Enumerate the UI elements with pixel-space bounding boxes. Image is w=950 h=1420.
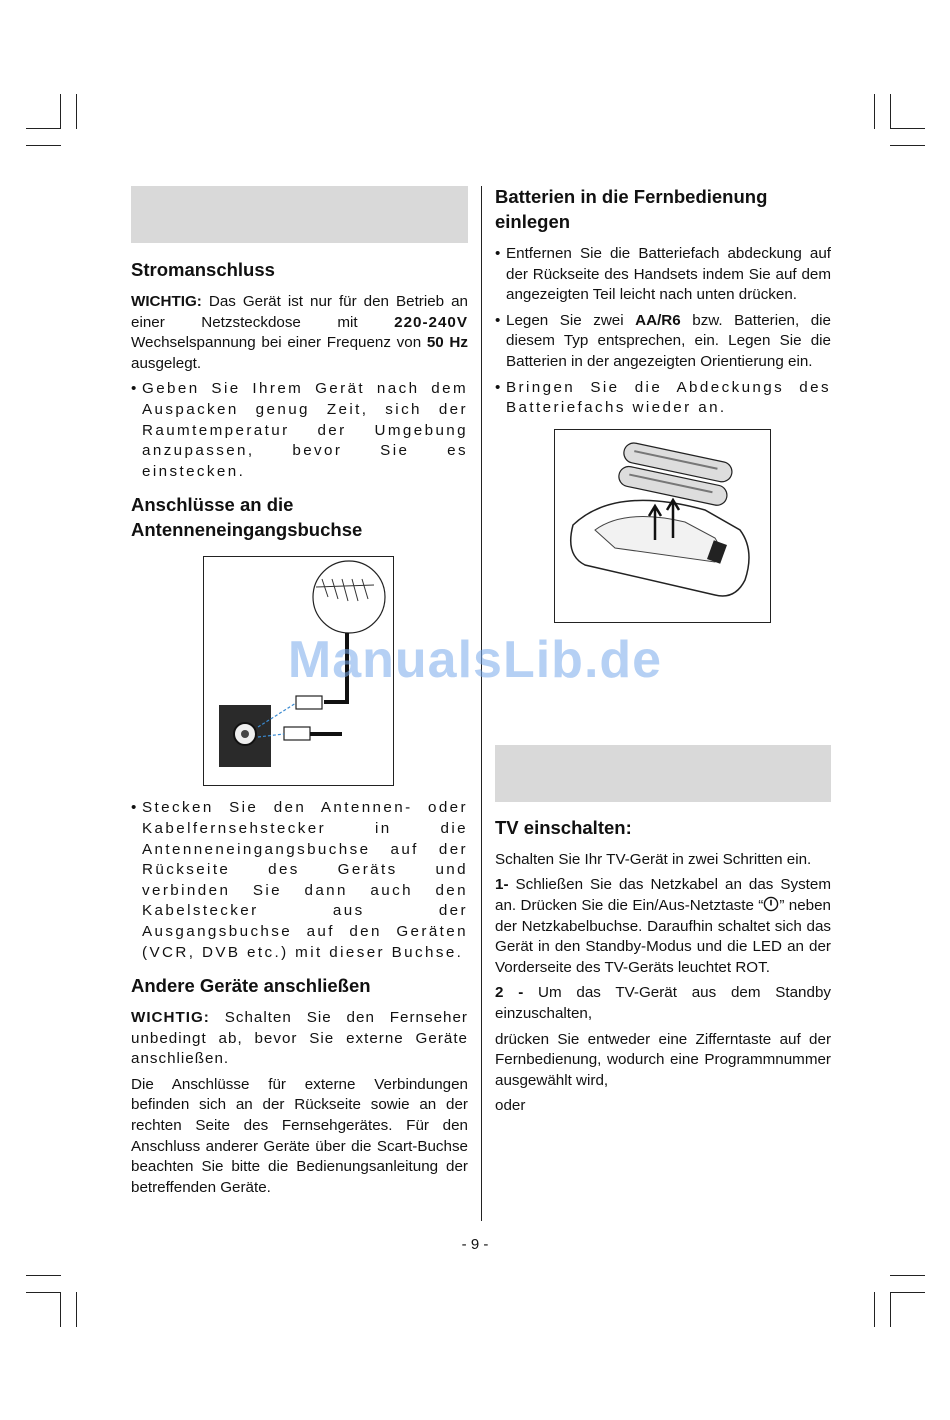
crop-mark [890,94,891,129]
step-1-paragraph [495,875,831,978]
voltage-value: 220-240V [394,313,468,331]
room-temperature-bullet [131,379,468,482]
crop-mark [890,1292,891,1327]
text-span: ” neben der Netzkabelbuchse. Daraufhin schaltet sich das Gerät in den Standby-Modus und die LED an der Vorderseite des TV-Geräts leuchtet ROT. [495,896,832,976]
switch-off-warning [131,1008,468,1070]
power-warning-paragraph [131,292,468,374]
heading-stromanschluss: Stromanschluss [131,259,275,280]
text-span: Schalten Sie den Fernseher unbedingt ab, bevor Sie externe Geräte anschließen. [131,1009,468,1068]
text-span: bzw. Batterien, die diesem Typ entsprechen, ein. Legen Sie die Batterien in der angezeigten Orientierung ein. [506,311,831,370]
crop-mark [76,94,77,129]
text-span: Legen Sie zwei [506,311,636,329]
crop-mark [26,128,61,129]
section-header-box [495,745,831,802]
text-span: ausgelegt. [131,354,202,372]
bullet-text: Geben Sie Ihrem Gerät nach dem Auspacken genug Zeit, sich der Raumtemperatur der Umgebung anzupassen, bevor Sie es einstecken. [142,380,468,480]
watermark: ManualsLib.de [287,631,663,689]
bullet-text: Stecken Sie den Antennen- oder Kabelfernsehstecker in die Antenneneingangsbuchse auf der Rückseite des Geräts und verbinden Sie dann auch den Kabelstecker aus der Ausgangsbuchse auf den Geräten (VCR, DVB etc.) mit dieser Buchse. [142,799,468,961]
text-span: Das Gerät ist nur für den Betrieb an einer Netzsteckdose mit [131,293,468,331]
section-header-box [131,186,468,243]
replace-cover-bullet [495,378,831,419]
crop-mark [26,1275,61,1276]
power-button-icon [763,896,779,912]
crop-mark [76,1292,77,1327]
crop-mark [874,94,875,129]
text-span: Um das TV-Gerät aus dem Standby einzuschalten, [495,984,831,1022]
text-span: Wechselspannung bei einer Frequenz von [131,334,427,352]
crop-mark [60,94,61,129]
two-steps-paragraph: Schalten Sie Ihr TV-Gerät in zwei Schritten ein. [495,850,812,868]
heading-batteries: Batterien in die Fernbedienung einlegen [495,186,768,232]
crop-mark [890,1292,925,1293]
crop-mark [26,1292,61,1293]
battery-type: AA/R6 [635,311,681,329]
remote-battery-illustration [554,429,771,623]
remote-drawing [555,430,770,622]
number-key-paragraph: drücken Sie entweder eine Zifferntaste auf der Fernbedienung, wodurch eine Programmnummer ausgewählt wird, [495,1030,831,1089]
crop-mark [890,145,925,146]
step-number: 2 - [495,984,524,1002]
crop-mark [890,128,925,129]
frequency-value: 50 Hz [426,334,468,352]
left-column [131,186,468,1198]
step-2-paragraph [495,983,831,1024]
remove-cover-bullet [495,244,831,306]
heading-other-devices: Andere Geräte anschließen [131,975,371,997]
insert-batteries-bullet [495,311,831,373]
or-paragraph: oder [495,1097,526,1115]
heading-tv-on: TV einschalten: [495,816,632,838]
crop-mark [26,145,61,146]
crop-mark [874,1292,875,1327]
step-number: 1- [495,876,509,894]
connections-paragraph: Die Anschlüsse für externe Verbindungen befinden sich an der Rückseite sowie an der rechten Seite des Fernsehgerätes. Für den Anschluss anderer Geräte über die Scart-Buchse beachten Sie bitte die Bedienungsanleitung der betreffenden Geräte. [131,1075,468,1196]
warning-label: WICHTIG: [131,1009,210,1027]
crop-mark [890,1275,925,1276]
column-divider [481,186,482,1221]
heading-antenna: Anschlüsse an die Antenneneingangsbuchse [131,494,363,541]
antenna-bullet [131,798,468,963]
text-span: Schließen Sie das Netzkabel an das System an. Drücken Sie die Ein/Aus-Netztaste “ [495,876,831,914]
bullet-text: Bringen Sie die Abdeckungs des Batteriefachs wieder an. [506,378,831,417]
page-number: - 9 - [461,1236,489,1253]
warning-label: WICHTIG: [131,293,202,310]
crop-mark [60,1292,61,1327]
bullet-text: Entfernen Sie die Batteriefach abdeckung auf der Rückseite des Handsets indem Sie auf dem angezeigten Teil leicht nach unten drücken. [506,245,831,304]
